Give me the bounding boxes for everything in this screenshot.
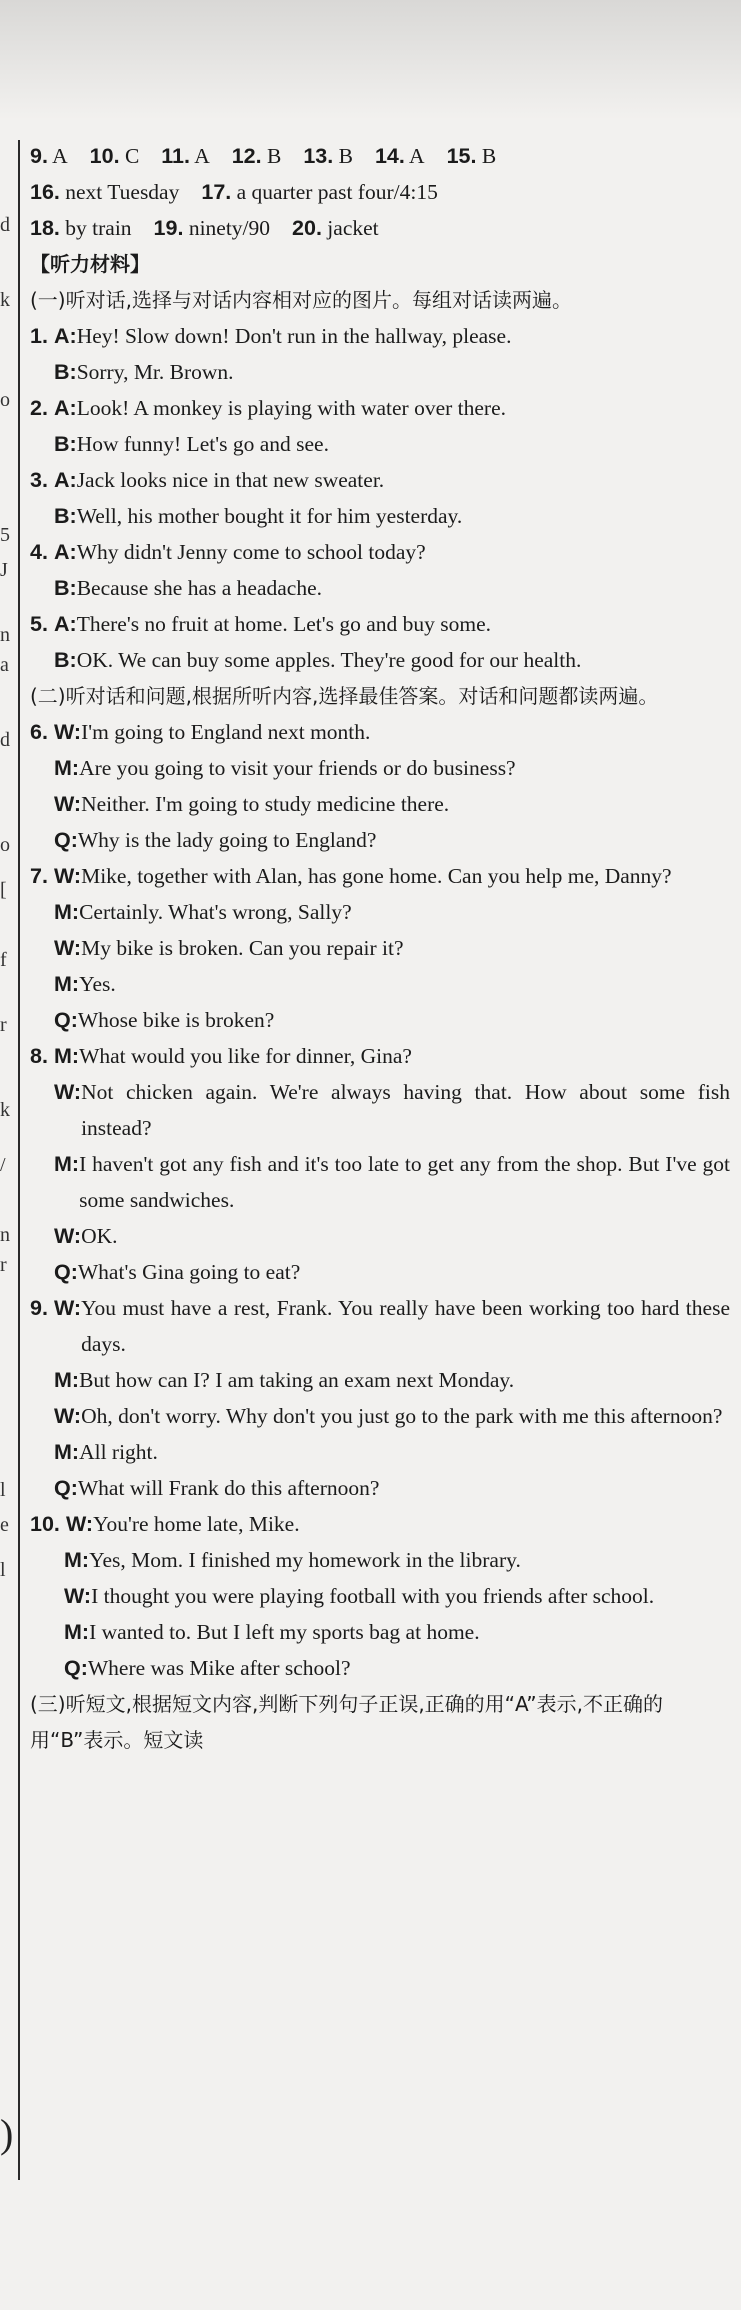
dialog-text: You must have a rest, Frank. You really have been working too hard these days. — [81, 1296, 730, 1356]
dialog-text: Where was Mike after school? — [87, 1656, 351, 1680]
dialog-line — [30, 354, 730, 390]
dialog-number: 7. — [30, 864, 48, 888]
dialog-line — [30, 534, 730, 570]
answer-item — [292, 210, 379, 246]
dialog-number: 6. — [30, 720, 48, 744]
answer-value: A — [409, 144, 425, 168]
dialog-text: All right. — [79, 1440, 158, 1464]
speaker-label: W: — [54, 864, 82, 888]
answer-value: jacket — [327, 216, 379, 240]
part3-instruction: (三)听短文,根据短文内容,判断下列句子正误,正确的用“A”表示,不正确的用“B”表示。短文读 — [30, 1692, 663, 1752]
margin-fragment: r — [0, 1014, 7, 1036]
speaker-label: Q: — [54, 828, 78, 852]
speaker-label: W: — [66, 1512, 94, 1536]
margin-bracket: ) — [0, 2111, 14, 2156]
margin-fragment: o — [0, 834, 10, 856]
dialog-line — [30, 1290, 730, 1362]
dialog-text: Certainly. What's wrong, Sally? — [79, 900, 352, 924]
dialog-line — [30, 1146, 730, 1218]
margin-fragment: [ — [0, 879, 7, 901]
dialog-text: What would you like for dinner, Gina? — [79, 1044, 412, 1068]
dialog-text: Yes. — [79, 972, 116, 996]
answer-number: 20. — [292, 216, 322, 240]
speaker-label: A: — [54, 540, 77, 564]
answer-value: next Tuesday — [65, 180, 180, 204]
part2-instruction: (二)听对话和问题,根据所听内容,选择最佳答案。对话和问题都读两遍。 — [30, 684, 659, 708]
dialog-number: 10. — [30, 1512, 60, 1536]
dialog-text: I thought you were playing football with you friends after school. — [91, 1584, 655, 1608]
margin-fragment: f — [0, 949, 7, 971]
dialog-text: There's no fruit at home. Let's go and buy some. — [76, 612, 492, 636]
speaker-label: W: — [54, 1224, 82, 1248]
margin-fragment: d — [0, 729, 10, 751]
dialog-line — [30, 1650, 730, 1686]
speaker-label: M: — [54, 1152, 80, 1176]
dialog-line — [30, 570, 730, 606]
speaker-label: M: — [64, 1548, 90, 1572]
dialog-number: 1. — [30, 324, 48, 348]
answer-value: B — [338, 144, 353, 168]
dialog-text: Well, his mother bought it for him yesterday. — [76, 504, 463, 528]
dialog-text: I haven't got any fish and it's too late to get any from the shop. But I've got some sandwiches. — [79, 1152, 730, 1212]
answer-item — [90, 138, 140, 174]
dialog-text: How funny! Let's go and see. — [76, 432, 329, 456]
margin-fragment: J — [0, 559, 8, 581]
answer-number: 9. — [30, 144, 48, 168]
answer-row — [30, 138, 730, 174]
answer-item — [161, 138, 209, 174]
speaker-label: A: — [54, 396, 77, 420]
dialog-text: Are you going to visit your friends or do business? — [79, 756, 516, 780]
speaker-label: B: — [54, 432, 77, 456]
answer-item — [447, 138, 497, 174]
dialog-line — [30, 1002, 730, 1038]
answer-number: 10. — [89, 144, 120, 168]
speaker-label: Q: — [64, 1656, 88, 1680]
dialog-line — [30, 1434, 730, 1470]
margin-fragment: l — [0, 1479, 6, 1501]
speaker-label: W: — [54, 792, 82, 816]
dialog-line — [30, 642, 730, 678]
answer-item — [375, 138, 425, 174]
dialog-line — [30, 1362, 730, 1398]
answer-item — [30, 138, 68, 174]
dialog-line — [30, 390, 730, 426]
part1-dialogs — [30, 318, 730, 678]
dialog-line — [30, 786, 730, 822]
dialog-line — [30, 1506, 730, 1542]
margin-fragment: a — [0, 654, 9, 676]
speaker-label: W: — [54, 1296, 82, 1320]
dialog-line — [30, 1542, 730, 1578]
dialog-text: Because she has a headache. — [76, 576, 323, 600]
dialog-number: 4. — [30, 540, 48, 564]
speaker-label: A: — [54, 468, 77, 492]
margin-fragment: l — [0, 1559, 6, 1581]
dialog-line — [30, 1218, 730, 1254]
answer-number: 12. — [231, 144, 262, 168]
dialog-line — [30, 1614, 730, 1650]
dialog-text: Sorry, Mr. Brown. — [76, 360, 234, 384]
dialog-text: What's Gina going to eat? — [77, 1260, 301, 1284]
dialog-text: Jack looks nice in that new sweater. — [76, 468, 385, 492]
dialog-text: Mike, together with Alan, has gone home. Can you help me, Danny? — [81, 864, 672, 888]
dialog-number: 5. — [30, 612, 48, 636]
answer-value: A — [194, 144, 210, 168]
dialog-text: Neither. I'm going to study medicine there. — [81, 792, 450, 816]
speaker-label: M: — [64, 1620, 90, 1644]
answer-page — [30, 138, 730, 1758]
margin-fragment: e — [0, 1514, 9, 1536]
speaker-label: A: — [54, 612, 77, 636]
dialog-line — [30, 498, 730, 534]
dialog-text: Oh, don't worry. Why don't you just go to the park with me this afternoon? — [81, 1404, 723, 1428]
dialog-line — [30, 462, 730, 498]
speaker-label: M: — [54, 900, 80, 924]
dialog-text: But how can I? I am taking an exam next Monday. — [79, 1368, 515, 1392]
margin-fragment: d — [0, 214, 10, 236]
answer-key — [30, 138, 730, 246]
scan-shadow — [0, 0, 741, 120]
dialog-text: Hey! Slow down! Don't run in the hallway, please. — [76, 324, 512, 348]
dialog-line — [30, 822, 730, 858]
speaker-label: Q: — [54, 1008, 78, 1032]
column-rule — [18, 140, 20, 2180]
answer-number: 16. — [30, 180, 60, 204]
answer-number: 14. — [374, 144, 405, 168]
margin-fragment: n — [0, 624, 10, 646]
speaker-label: M: — [54, 1044, 80, 1068]
dialog-line — [30, 1578, 730, 1614]
answer-item — [154, 210, 270, 246]
dialog-line — [30, 966, 730, 1002]
dialog-line — [30, 930, 730, 966]
answer-item — [30, 210, 132, 246]
dialog-line — [30, 858, 730, 894]
dialog-line — [30, 1470, 730, 1506]
speaker-label: Q: — [54, 1476, 78, 1500]
section-title: 【听力材料】 — [30, 252, 150, 276]
dialog-text: Why is the lady going to England? — [77, 828, 377, 852]
margin-fragment: n — [0, 1224, 10, 1246]
answer-item — [232, 138, 282, 174]
speaker-label: B: — [54, 648, 77, 672]
speaker-label: W: — [54, 1080, 82, 1104]
speaker-label: W: — [54, 936, 82, 960]
margin-fragment: o — [0, 389, 10, 411]
answer-value: a quarter past four/4:15 — [236, 180, 438, 204]
dialog-text: I wanted to. But I left my sports bag at home. — [89, 1620, 480, 1644]
dialog-text: You're home late, Mike. — [93, 1512, 300, 1536]
dialog-line — [30, 714, 730, 750]
answer-item — [303, 138, 353, 174]
dialog-line — [30, 1074, 730, 1146]
dialog-line — [30, 750, 730, 786]
speaker-label: W: — [64, 1584, 92, 1608]
speaker-label: W: — [54, 1404, 82, 1428]
dialog-text: I'm going to England next month. — [81, 720, 371, 744]
answer-value: C — [124, 144, 140, 168]
margin-fragment: r — [0, 1254, 7, 1276]
speaker-label: M: — [54, 972, 80, 996]
answer-number: 18. — [30, 216, 60, 240]
dialog-number: 3. — [30, 468, 48, 492]
speaker-label: B: — [54, 576, 77, 600]
dialog-number: 8. — [30, 1044, 48, 1068]
part1-instruction: (一)听对话,选择与对话内容相对应的图片。每组对话读两遍。 — [30, 288, 572, 312]
dialog-line — [30, 1254, 730, 1290]
answer-number: 11. — [161, 144, 190, 168]
dialog-text: My bike is broken. Can you repair it? — [81, 936, 404, 960]
speaker-label: B: — [54, 504, 77, 528]
answer-row — [30, 210, 730, 246]
dialog-text: Whose bike is broken? — [77, 1008, 275, 1032]
dialog-number: 2. — [30, 396, 48, 420]
speaker-label: A: — [54, 324, 77, 348]
part2-dialogs — [30, 714, 730, 1686]
speaker-label: B: — [54, 360, 77, 384]
margin-fragment: k — [0, 289, 10, 311]
answer-item — [30, 174, 179, 210]
dialog-line — [30, 426, 730, 462]
answer-value: A — [52, 144, 68, 168]
answer-value: ninety/90 — [188, 216, 271, 240]
speaker-label: Q: — [54, 1260, 78, 1284]
answer-number: 15. — [446, 144, 477, 168]
dialog-text: OK. We can buy some apples. They're good for our health. — [76, 648, 582, 672]
dialog-line — [30, 1398, 730, 1434]
margin-fragment: 5 — [0, 524, 10, 546]
dialog-line — [30, 318, 730, 354]
answer-value: B — [266, 144, 282, 168]
answer-row — [30, 174, 730, 210]
dialog-line — [30, 606, 730, 642]
answer-item — [201, 174, 437, 210]
speaker-label: M: — [54, 1368, 80, 1392]
dialog-line — [30, 894, 730, 930]
speaker-label: M: — [54, 756, 80, 780]
dialog-line — [30, 1038, 730, 1074]
dialog-text: Why didn't Jenny come to school today? — [76, 540, 426, 564]
answer-number: 17. — [201, 180, 232, 204]
margin-fragment: k — [0, 1099, 10, 1121]
answer-value: B — [481, 144, 497, 168]
dialog-text: Not chicken again. We're always having that. How about some fish instead? — [81, 1080, 730, 1140]
dialog-text: Yes, Mom. I finished my homework in the library. — [89, 1548, 521, 1572]
dialog-number: 9. — [30, 1296, 48, 1320]
speaker-label: W: — [54, 720, 82, 744]
margin-fragment: / — [0, 1154, 6, 1176]
answer-number: 13. — [303, 144, 334, 168]
speaker-label: M: — [54, 1440, 80, 1464]
dialog-text: What will Frank do this afternoon? — [77, 1476, 380, 1500]
answer-number: 19. — [153, 216, 184, 240]
dialog-text: OK. — [81, 1224, 118, 1248]
answer-value: by train — [65, 216, 132, 240]
dialog-text: Look! A monkey is playing with water over there. — [76, 396, 506, 420]
